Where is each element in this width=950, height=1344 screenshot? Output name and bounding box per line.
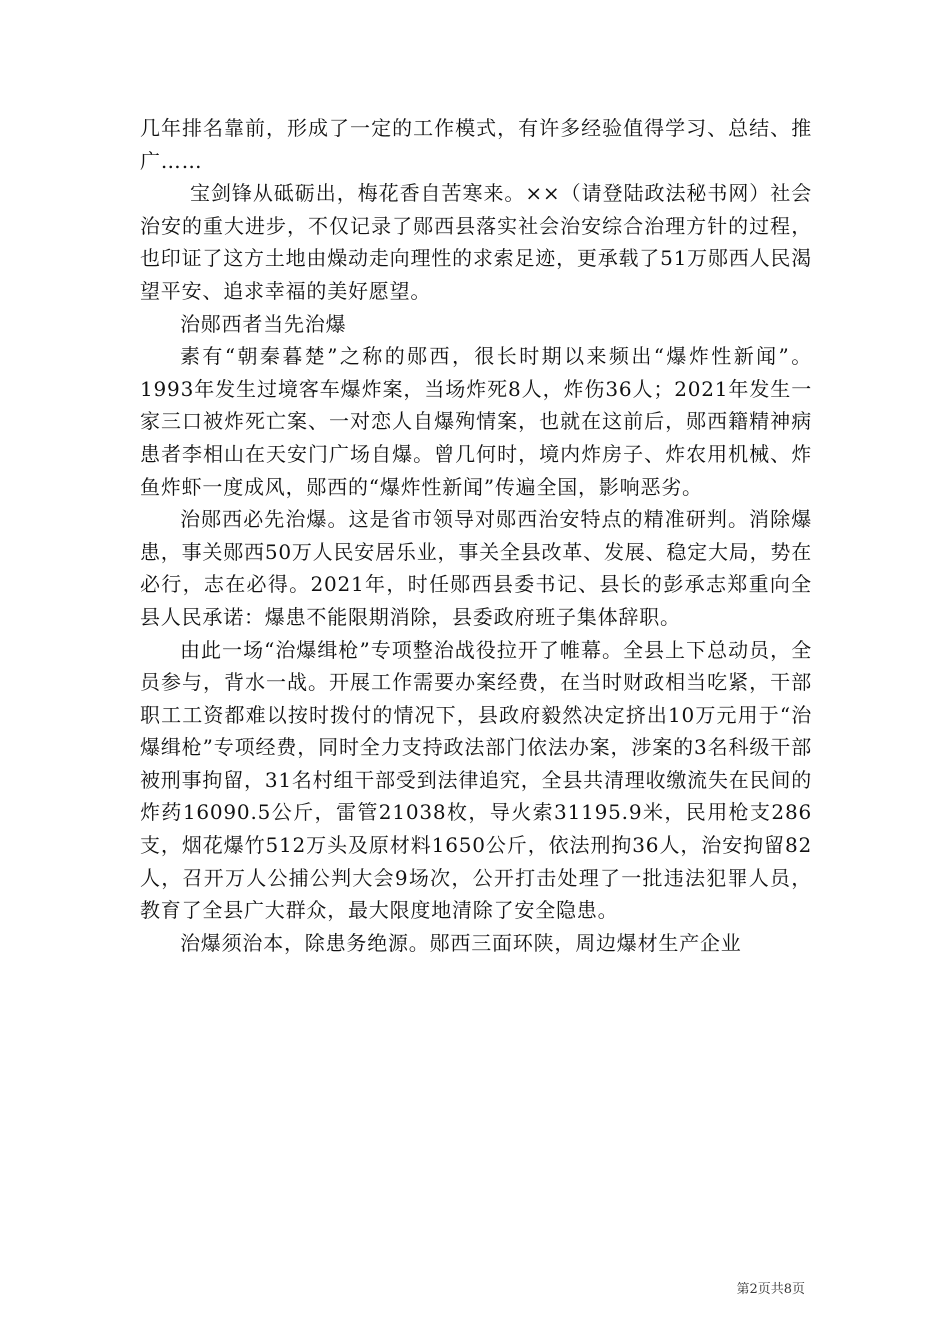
paragraph-intro: 宝剑锋从砥砺出，梅花香自苦寒来。××（请登陆政法秘书网）社会治安的重大进步，不仅记录了郧西县落实社会治安综合治理方针的过程，也印证了这方土地由燥动走向理性的求索足迹，更承载了51万郧西人民渴望平安、追求幸福的美好愿望。 [140,181,812,303]
paragraph-campaign: 由此一场“治爆缉枪”专项整治战役拉开了帷幕。全县上下总动员，全员参与，背水一战。开展工作需要办案经费，在当时财政相当吃紧，干部职工工资都难以按时拨付的情况下，县政府毅然决定挤出10万元用于“治爆缉枪”专项经费，同时全力支持政法部门依法办案，涉案的3名科级干部被刑事拘留，31名村组干部受到法律追究，全县共清理收缴流失在民间的炸药16090.5公斤，雷管21038枚，导火索31195.9米，民用枪支286支，烟花爆竹512万头及原材料1650公斤，依法刑拘36人，治安拘留82人，召开万人公捕公判大会9场次，公开打击处理了一批违法犯罪人员，教育了全县广大群众，最大限度地清除了安全隐患。 [140,637,812,923]
paragraph-continuation: 几年排名靠前，形成了一定的工作模式，有许多经验值得学习、总结、推广…… [140,116,812,173]
section-heading: 治郧西者当先治爆 [180,311,347,336]
paragraph-judgment: 治郧西必先治爆。这是省市领导对郧西治安特点的精准研判。消除爆患，事关郧西50万人民安居乐业，事关全县改革、发展、稳定大局，势在必行，志在必得。2021年，时任郧西县委书记、县长的彭承志郑重向全县人民承诺：爆患不能限期消除，县委政府班子集体辞职。 [140,507,812,629]
page-number: 第2页共8页 [736,1282,805,1297]
paragraph-root-cause: 治爆须治本，除患务绝源。郧西三面环陕，周边爆材生产企业 [180,930,742,955]
document-body [140,112,812,959]
paragraph-history: 素有“朝秦暮楚”之称的郧西，很长时期以来频出“爆炸性新闻”。1993年发生过境客车爆炸案，当场炸死8人，炸伤36人；2021年发生一家三口被炸死亡案、一对恋人自爆殉情案，也就在这前后，郧西籍精神病患者李相山在天安门广场自爆。曾几何时，境内炸房子、炸农用机械、炸鱼炸虾一度成风，郧西的“爆炸性新闻”传遍全国，影响恶劣。 [140,344,812,499]
